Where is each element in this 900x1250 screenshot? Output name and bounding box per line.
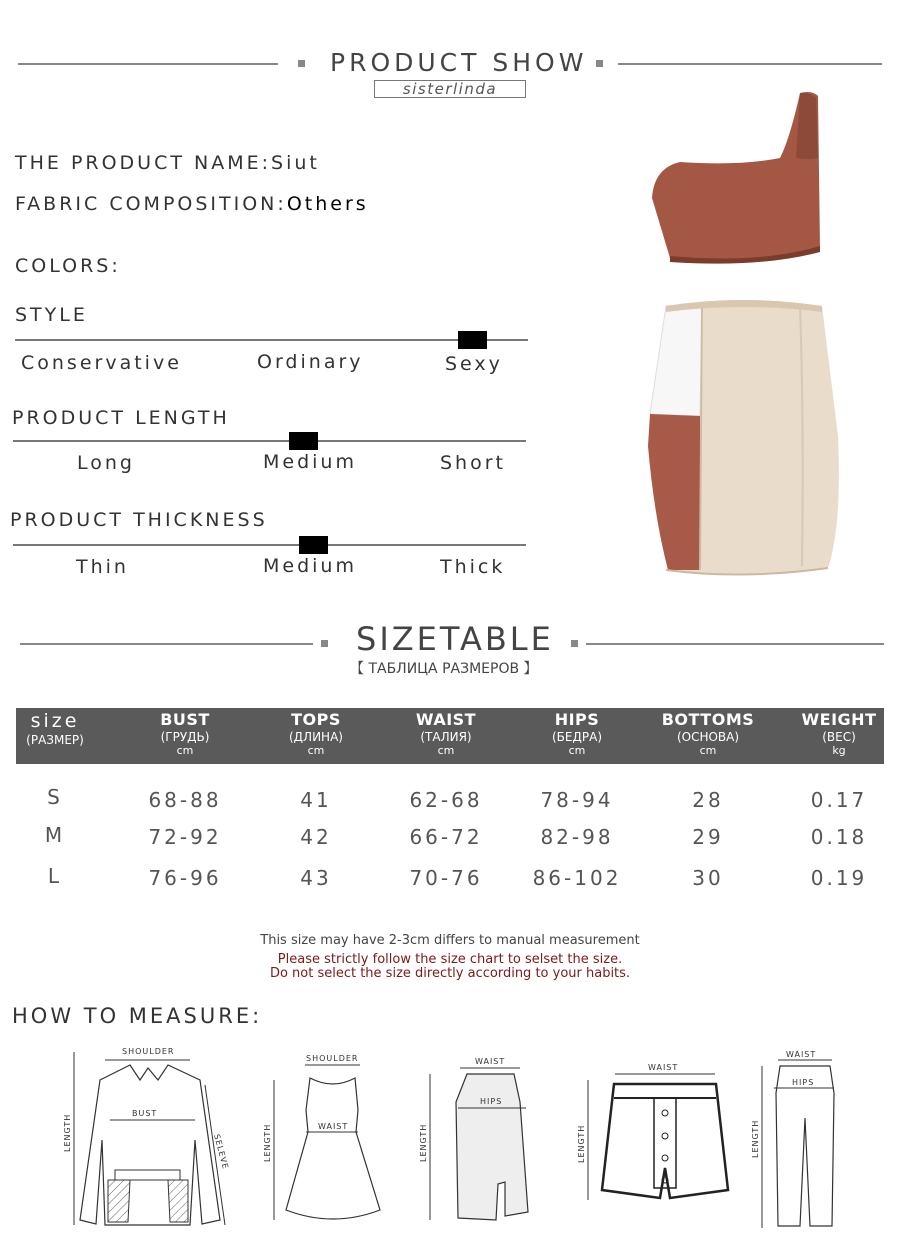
col-header-hips-sub: (БЕДРА) — [552, 730, 602, 744]
col-header-hips-unit: cm — [568, 744, 586, 757]
pants-waist-label: WAIST — [786, 1050, 817, 1059]
length-option-short: Short — [440, 452, 506, 474]
skirt-waist-label: WAIST — [475, 1057, 506, 1066]
product-image-skirt — [632, 296, 852, 581]
col-header-tops-sub: (ДЛИНА) — [289, 730, 343, 744]
table-cell-tops: 43 — [300, 866, 332, 890]
col-header-bust-sub: (ГРУДЬ) — [160, 730, 210, 744]
size-note-follow-chart: Please strictly follow the size chart to selset the size. — [277, 952, 623, 967]
thickness-option-thin: Thin — [76, 556, 129, 578]
table-cell-bottoms: 29 — [692, 825, 724, 849]
measure-diagram-skirt — [410, 1052, 540, 1224]
measure-diagram-dress — [260, 1050, 390, 1230]
jacket-length-label: LENGTH — [63, 1113, 72, 1152]
table-cell-bust: 72-92 — [148, 825, 222, 849]
style-scale-marker — [458, 331, 487, 349]
dress-length-label: LENGTH — [263, 1123, 272, 1162]
col-header-bottoms-unit: cm — [699, 744, 717, 757]
skirt-hips-label: HIPS — [480, 1097, 503, 1106]
col-header-bottoms — [653, 710, 763, 757]
thickness-label: PRODUCT THICKNESS — [10, 509, 268, 531]
table-cell-size: M — [44, 823, 66, 847]
dress-shoulder-label: SHOULDER — [306, 1054, 359, 1063]
table-cell-bottoms: 28 — [692, 788, 724, 812]
jacket-shoulder-label: SHOULDER — [122, 1047, 175, 1056]
thickness-scale-marker — [299, 536, 328, 554]
col-header-size-sub: (РАЗМЕР) — [26, 733, 84, 747]
col-header-size — [16, 710, 94, 747]
sizetable-subtitle: 【 ТАБЛИЦА РАЗМЕРОВ 】 — [350, 661, 538, 677]
col-header-waist-unit: cm — [437, 744, 455, 757]
col-header-weight-unit: kg — [832, 744, 846, 757]
col-header-bust — [135, 710, 235, 757]
product-name-row — [15, 152, 320, 174]
pants-hips-label: HIPS — [792, 1078, 815, 1087]
style-scale-line — [15, 339, 528, 341]
length-option-long: Long — [77, 452, 135, 474]
col-header-bust-unit: cm — [176, 744, 194, 757]
table-cell-tops: 41 — [300, 788, 332, 812]
length-scale-line — [13, 440, 526, 442]
col-header-size-main: size — [30, 710, 80, 732]
brand-name: sisterlinda — [374, 80, 526, 98]
sizetable-square-right — [571, 640, 578, 647]
product-image-top — [640, 88, 840, 268]
page-title: PRODUCT SHOW — [330, 48, 588, 77]
table-cell-waist: 62-68 — [409, 788, 483, 812]
length-scale-marker — [289, 432, 318, 450]
thickness-scale-line — [13, 544, 526, 546]
col-header-tops-main: TOPS — [291, 710, 341, 729]
col-header-hips-main: HIPS — [554, 710, 600, 729]
size-note-measurement: This size may have 2-3cm differs to manual measurement — [260, 933, 640, 948]
col-header-hips — [527, 710, 627, 757]
sizetable-square-left — [321, 640, 328, 647]
col-header-waist-main: WAIST — [415, 710, 477, 729]
thickness-option-medium: Medium — [263, 555, 357, 577]
header-square-right — [596, 60, 603, 67]
col-header-bottoms-sub: (ОСНОВА) — [676, 730, 740, 744]
col-header-tops — [266, 710, 366, 757]
table-cell-size: S — [47, 785, 63, 809]
table-cell-tops: 42 — [300, 825, 332, 849]
shorts-length-label: LENGTH — [577, 1124, 586, 1163]
table-cell-weight: 0.19 — [810, 866, 868, 890]
size-note-habits: Do not select the size directly according to your habits. — [269, 966, 631, 981]
length-option-medium: Medium — [263, 451, 357, 473]
jacket-sleeve-label: SELEVE — [212, 1133, 231, 1171]
table-cell-hips: 78-94 — [540, 788, 614, 812]
fabric-row — [15, 193, 369, 215]
sizetable-rule-right — [586, 643, 884, 645]
style-label: STYLE — [15, 304, 88, 326]
col-header-waist-sub: (ТАЛИЯ) — [420, 730, 472, 744]
table-cell-bust: 76-96 — [148, 866, 222, 890]
thickness-option-thick: Thick — [440, 556, 506, 578]
sizetable-rule-left — [20, 643, 313, 645]
table-cell-size: L — [47, 864, 63, 888]
table-cell-waist: 70-76 — [409, 866, 483, 890]
table-cell-hips: 82-98 — [540, 825, 614, 849]
fabric-label: FABRIC COMPOSITION: — [15, 193, 287, 215]
table-cell-hips: 86-102 — [532, 866, 622, 890]
product-name-label: THE PRODUCT NAME: — [15, 152, 272, 174]
col-header-bottoms-main: BOTTOMS — [661, 710, 755, 729]
shorts-waist-label: WAIST — [648, 1063, 679, 1072]
dress-waist-label: WAIST — [318, 1122, 349, 1131]
measure-diagram-jacket — [60, 1040, 240, 1235]
style-option-sexy: Sexy — [445, 353, 503, 375]
jacket-bust-label: BUST — [132, 1109, 158, 1118]
length-label: PRODUCT LENGTH — [12, 407, 230, 429]
col-header-bust-main: BUST — [160, 710, 210, 729]
fabric-value: Others — [286, 193, 369, 215]
table-cell-waist: 66-72 — [409, 825, 483, 849]
how-to-measure-title: HOW TO MEASURE: — [12, 1004, 263, 1028]
col-header-weight — [794, 710, 884, 757]
measure-diagram-pants — [750, 1048, 860, 1233]
style-option-ordinary: Ordinary — [257, 351, 364, 373]
col-header-weight-main: WEIGHT — [801, 710, 877, 729]
header-rule-left — [18, 63, 278, 65]
table-cell-weight: 0.18 — [810, 825, 868, 849]
col-header-waist — [396, 710, 496, 757]
table-cell-bust: 68-88 — [148, 788, 222, 812]
skirt-length-label: LENGTH — [419, 1123, 428, 1162]
header-square-left — [298, 60, 305, 67]
product-name-value: Siut — [271, 152, 320, 174]
colors-label: COLORS: — [15, 255, 121, 277]
style-option-conservative: Conservative — [21, 352, 182, 374]
col-header-tops-unit: cm — [307, 744, 325, 757]
sizetable-title: SIZETABLE — [356, 620, 554, 658]
pants-length-label: LENGTH — [751, 1119, 760, 1158]
measure-diagram-shorts — [570, 1058, 740, 1213]
header-rule-right — [618, 63, 882, 65]
table-cell-bottoms: 30 — [692, 866, 724, 890]
col-header-weight-sub: (ВЕС) — [822, 730, 856, 744]
table-cell-weight: 0.17 — [810, 788, 868, 812]
